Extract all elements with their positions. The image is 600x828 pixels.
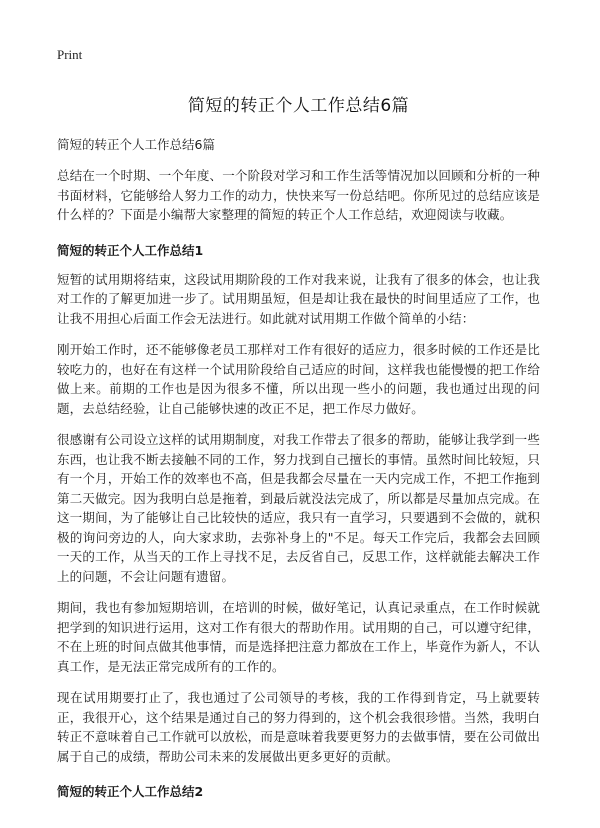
document-subtitle: 简短的转正个人工作总结6篇 [57, 137, 215, 152]
print-link[interactable]: Print [57, 47, 83, 62]
document-title: 简短的转正个人工作总结6篇 [187, 96, 410, 116]
intro-paragraph: 总结在一个时期、一个年度、一个阶段对学习和工作生活等情况加以回顾和分析的一种书面材料，它能够给人努力工作的动力，快快来写一份总结吧。你所见过的总结应该是什么样的？下面是小编帮大家整理的简短的转正个人工作总结，欢迎阅读与收藏。 [57, 168, 540, 222]
section-1-paragraph-4: 期间，我也有参加短期培训，在培训的时候，做好笔记，认真记录重点，在工作时候就把学到的知识进行运用，这对工作有很大的帮助作用。试用期的自己，可以遵守纪律，不在上班的时间点做其他事情，而是选择把注意力都放在工作上，毕竟作为新人，不认真工作，是无法正常完成所有的工作的。 [57, 600, 540, 674]
section-heading-1: 简短的转正个人工作总结1 [57, 242, 204, 258]
section-1-paragraph-1: 短暂的试用期将结束，这段试用期阶段的工作对我来说，让我有了很多的体会，也让我对工作的了解更加进一步了。试用期虽短，但是却让我在最快的时间里适应了工作，也让我不用担心后面工作会无法进行。如此就对试用期工作做个简单的小结： [57, 271, 540, 326]
section-1-paragraph-2: 刚开始工作时，还不能够像老员工那样对工作有很好的适应力，很多时候的工作还是比较吃力的，也好在有这样一个试用阶段给自己适应的时间，这样我也能慢慢的把工作给做上来。前期的工作也是因为很多不懂，所以出现一些小的问题，我也通过出现的问题，去总结经验，让自己能够快速的改正不足，把工作尽力做好。 [57, 342, 540, 416]
section-heading-2: 简短的转正个人工作总结2 [57, 784, 204, 799]
section-1-paragraph-3: 很感谢有公司设立这样的试用期制度，对我工作带去了很多的帮助，能够让我学到一些东西，也让我不断去接触不同的工作，努力找到自己擅长的事情。虽然时间比较短，只有一个月，开始工作的效率也不高，但是我都会尽量在一天内完成工作，不把工作拖到第二天做完。因为我明白总是拖着，到最后就没法完成了，所以都是尽量加点完成。在这一期间，为了能够让自己比较快的适应，我只有一直学习，只要遇到不会做的，就积极的询问旁边的人，向大家求助，去弥补身上的"不足。每天工作完后，我都会去回顾一天的工作，从当天的工作上寻找不足，去反省自己，反思工作，这样就能去解决工作上的问题，不会让问题有遗留。 [57, 432, 540, 584]
section-1-paragraph-5: 现在试用期要打止了，我也通过了公司领导的考核，我的工作得到肯定，马上就要转正，我很开心，这个结果是通过自己的努力得到的，这个机会我很珍惜。当然，我明白转正不意味着自己工作就可以放松，而是意味着我要更努力的去做事情，要在公司做出属于自己的成绩，帮助公司未来的发展做出更多更好的贡献。 [57, 690, 540, 764]
